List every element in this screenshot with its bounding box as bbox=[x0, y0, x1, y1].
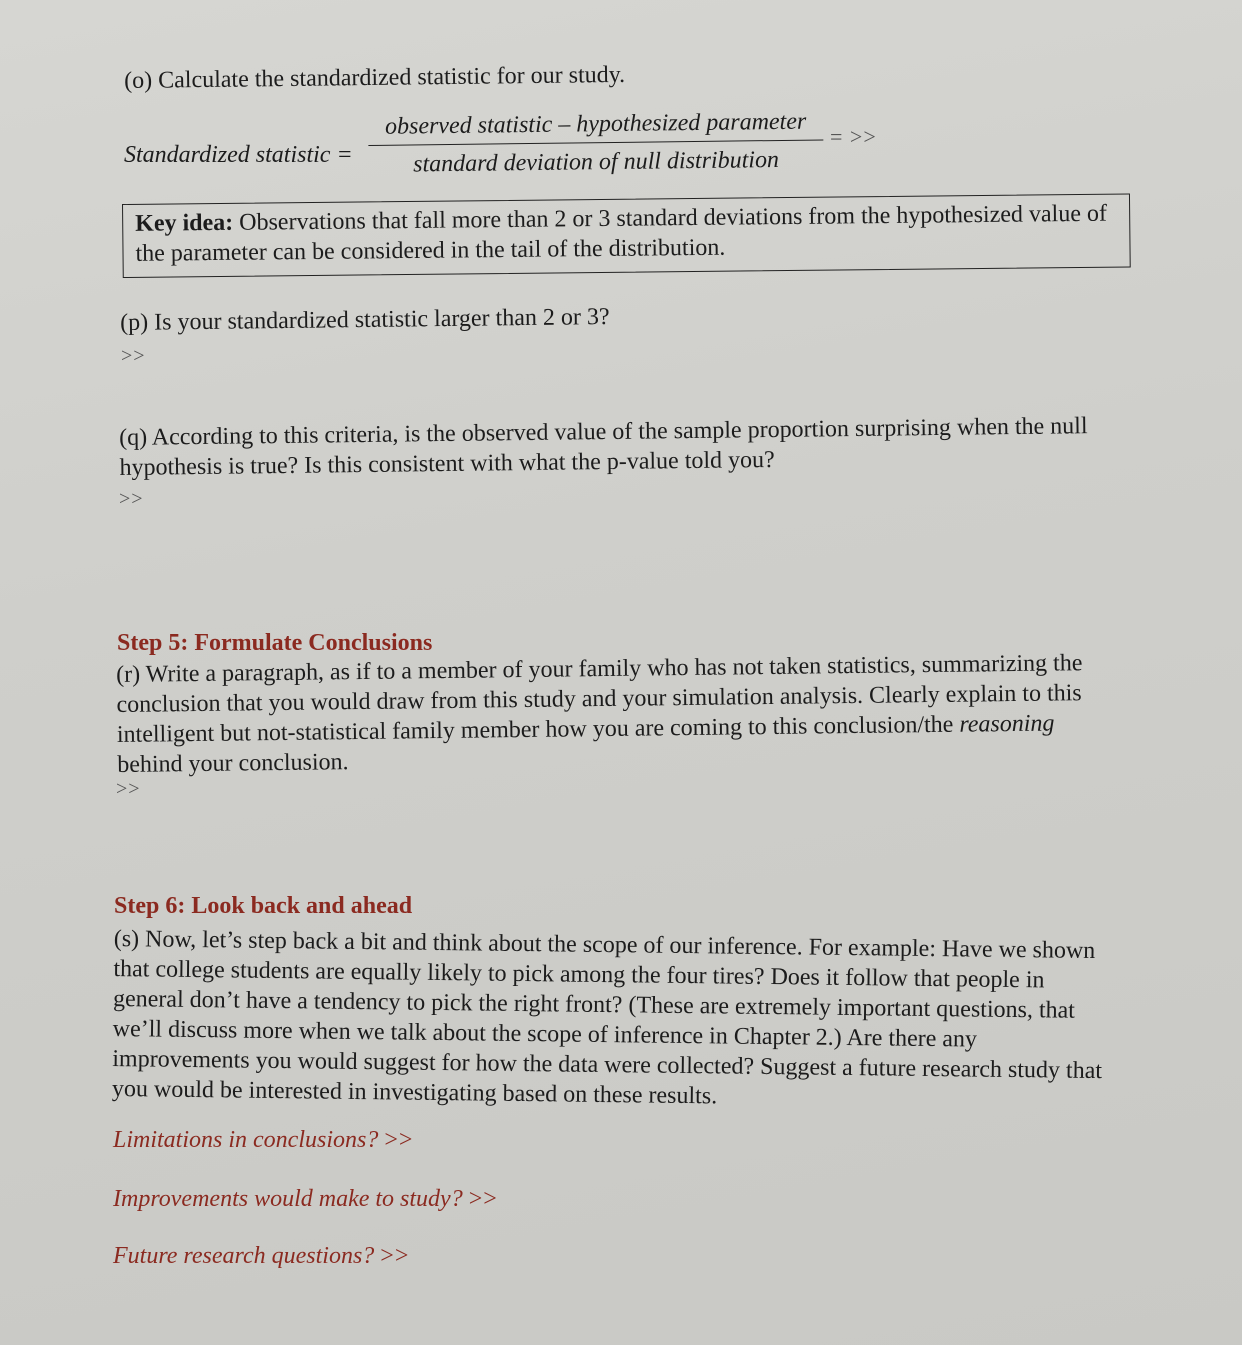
question-r-emphasis: reasoning bbox=[959, 710, 1055, 738]
answer-prompt-q[interactable]: >> bbox=[119, 488, 144, 510]
step6-heading: Step 6: Look back and ahead bbox=[114, 893, 413, 919]
step5-heading: Step 5: Formulate Conclusions bbox=[117, 630, 433, 656]
answer-prompt-r[interactable]: >> bbox=[116, 778, 141, 800]
future-arrows: >> bbox=[380, 1243, 410, 1269]
question-r bbox=[116, 648, 1122, 780]
key-idea-box bbox=[122, 193, 1131, 278]
question-r-text-2: behind your conclusion. bbox=[117, 749, 349, 778]
formula-label: Standardized statistic = bbox=[124, 142, 353, 168]
key-idea-label: Key idea: bbox=[135, 209, 234, 237]
question-o: (o) Calculate the standardized statistic for our study. bbox=[124, 61, 626, 94]
future-prompt[interactable] bbox=[113, 1243, 409, 1270]
limitations-prompt[interactable] bbox=[113, 1127, 413, 1154]
answer-prompt-p[interactable]: >> bbox=[121, 345, 146, 367]
question-p: (p) Is your standardized statistic larger than 2 or 3? bbox=[120, 304, 610, 336]
improvements-prompt[interactable] bbox=[113, 1186, 498, 1213]
future-label: Future research questions? bbox=[113, 1243, 375, 1269]
formula-fraction bbox=[368, 108, 824, 179]
limitations-arrows: >> bbox=[384, 1127, 414, 1153]
formula-answer-prompt[interactable]: = >> bbox=[830, 124, 877, 149]
question-q: (q) According to this criteria, is the observed value of the sample proportion surprising when the null hypothesis is true? Is this consistent with what the p-value told you? bbox=[119, 413, 1088, 481]
question-s: (s) Now, let’s step back a bit and think about the scope of our inference. For example: Have we shown that college students are equally likely to pick among the four tires? Does it follow that people in general don’t have a tendency to pick the right front? (These are extremely important questions, that we’ll discuss more when we talk about the scope of inference in Chapter 2.) Are there any improvements you would suggest for how the data were collected? Suggest a future research study that you would be interested in investigating based on these results. bbox=[111, 925, 1103, 1110]
limitations-label: Limitations in conclusions? bbox=[113, 1127, 379, 1153]
formula-denominator: standard deviation of null distribution bbox=[413, 146, 780, 178]
improvements-label: Improvements would make to study? bbox=[113, 1186, 463, 1212]
formula-numerator: observed statistic – hypothesized parameter bbox=[368, 108, 823, 146]
key-idea-text: Observations that fall more than 2 or 3 standard deviations from the hypothesized value of the parameter can be considered in the tail of the distribution. bbox=[135, 200, 1108, 267]
question-r-text-1: (r) Write a paragraph, as if to a member of your family who has not taken statistics, summarizing the conclusion that you would draw from this study and your simulation analysis. Clearly explain to this intelligent but not-statistical family member how you are coming to this conclusion/the bbox=[116, 650, 1083, 748]
improvements-arrows: >> bbox=[468, 1186, 498, 1212]
